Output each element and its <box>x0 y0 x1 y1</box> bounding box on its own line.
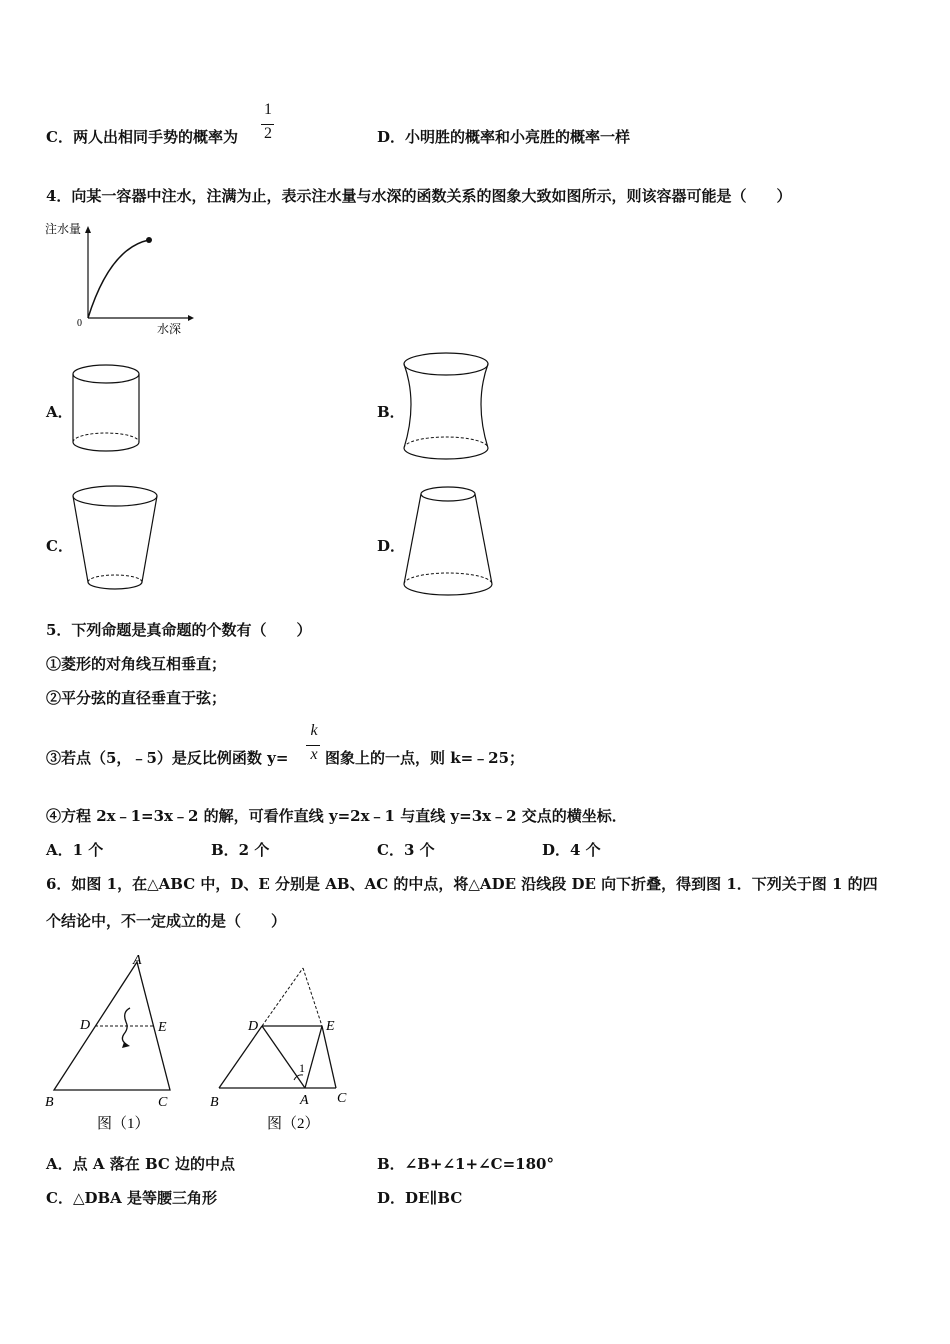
fig2-label-d: D <box>248 1019 259 1034</box>
right-side <box>481 364 488 448</box>
bottom-back-dashed <box>404 437 488 448</box>
q3-option-c: C．两人出相同手势的概率为 <box>46 128 238 146</box>
q5-item-3-fraction-numerator: k <box>310 722 318 739</box>
fig2-label-b: B <box>210 1095 219 1110</box>
top-ellipse <box>421 487 475 501</box>
q4-option-d-label: D． <box>377 537 406 555</box>
fig1-label-d: D <box>80 1018 91 1033</box>
q3-option-c-fraction-numerator: 1 <box>264 101 272 118</box>
y-axis-label: 注水量 <box>45 222 82 236</box>
fig2-angle-label: 1 <box>299 1061 305 1075</box>
q4-stem: 4．向某一容器中注水，注满为止，表示注水量与水深的函数关系的图象大致如图所示，则该容器可能是（ ） <box>46 187 792 205</box>
q5-option-a: A．1 个 <box>46 841 104 859</box>
q6-option-a: A．点 A 落在 BC 边的中点 <box>46 1155 236 1173</box>
fold-arrow-head <box>122 1042 130 1048</box>
q6-stem-line-2: 个结论中，不一定成立的是（ ） <box>46 912 287 930</box>
top-ellipse <box>404 353 488 375</box>
segment-ea <box>305 1026 322 1088</box>
fig2-label-c: C <box>337 1091 347 1106</box>
original-edge-ae-dashed <box>303 968 322 1026</box>
bottom-back-dashed <box>404 573 492 584</box>
q4-option-a-label: A． <box>46 403 73 421</box>
top-ellipse <box>73 365 139 383</box>
bottom-front <box>404 448 488 459</box>
q3-option-d: D．小明胜的概率和小亮胜的概率一样 <box>377 128 631 146</box>
x-axis-arrow <box>188 315 194 321</box>
top-ellipse <box>73 486 157 506</box>
left-side <box>404 494 421 584</box>
q5-option-c: C．3 个 <box>377 841 435 859</box>
q3-option-c-fraction-denominator: 2 <box>264 125 272 142</box>
right-side <box>142 496 157 582</box>
q5-item-3-fraction-denominator: x <box>310 746 318 763</box>
q6-figure-1 <box>40 950 190 1135</box>
fig2-label-a: A <box>300 1093 309 1108</box>
q6-option-c: C．△DBA 是等腰三角形 <box>46 1189 218 1207</box>
fig1-label-e: E <box>158 1020 167 1035</box>
segment-da <box>262 1026 305 1088</box>
x-axis-label: 水深 <box>157 322 182 336</box>
segment-ec <box>322 1026 336 1088</box>
q5-item-1: ①菱形的对角线互相垂直； <box>46 655 227 673</box>
q6-figure-2 <box>205 962 355 1137</box>
bottom-back-dashed <box>88 575 142 582</box>
q4-option-a-cylinder <box>70 360 150 466</box>
right-side <box>475 494 492 584</box>
q5-item-2: ②平分弦的直径垂直于弦； <box>46 689 227 707</box>
q4-option-b-waisted-container <box>400 348 495 466</box>
q5-item-3-suffix: 图象上的一点，则 k=﹣25； <box>325 749 525 767</box>
fig2-caption: 图（2） <box>267 1116 320 1132</box>
graph-endpoint <box>146 237 152 243</box>
q5-item-3-prefix: ③若点（5，﹣5）是反比例函数 y= <box>46 749 289 767</box>
q4-option-c-label: C． <box>46 537 73 555</box>
q4-option-b-label: B． <box>377 403 405 421</box>
fig2-label-e: E <box>326 1019 335 1034</box>
q5-stem: 5．下列命题是真命题的个数有（ ） <box>46 621 312 639</box>
q6-option-b: B．∠B+∠1+∠C=180° <box>377 1155 554 1173</box>
q4-function-graph <box>44 218 194 338</box>
q4-option-d-cup-wide-bottom <box>400 482 500 604</box>
bottom-front <box>404 584 492 595</box>
left-side <box>404 364 411 448</box>
y-axis-arrow <box>85 226 91 233</box>
graph-curve <box>88 240 149 318</box>
segment-db <box>219 1026 262 1088</box>
q6-stem-line-1: 6．如图 1，在△ABC 中，D、E 分别是 AB、AC 的中点，将△ADE 沿线段 DE 向下折叠，得到图 1．下列关于图 1 的四 <box>46 875 878 893</box>
fig1-label-a: A <box>133 953 142 968</box>
left-side <box>73 496 88 582</box>
origin-label: 0 <box>77 318 82 329</box>
bottom-front <box>88 582 142 589</box>
bottom-back-dashed <box>73 433 139 442</box>
q4-option-c-cup-wide-top <box>70 482 165 600</box>
q5-option-d: D．4 个 <box>542 841 601 859</box>
bottom-front <box>73 442 139 451</box>
fig1-label-b: B <box>45 1095 54 1110</box>
fig1-caption: 图（1） <box>97 1116 150 1132</box>
fig1-label-c: C <box>158 1095 168 1110</box>
q5-option-b: B．2 个 <box>211 841 270 859</box>
original-edge-ad-dashed <box>262 968 303 1026</box>
q6-option-d: D．DE∥BC <box>377 1189 463 1207</box>
q5-item-4: ④方程 2x﹣1=3x﹣2 的解，可看作直线 y=2x﹣1 与直线 y=3x﹣2 交点的横坐标． <box>46 807 627 825</box>
